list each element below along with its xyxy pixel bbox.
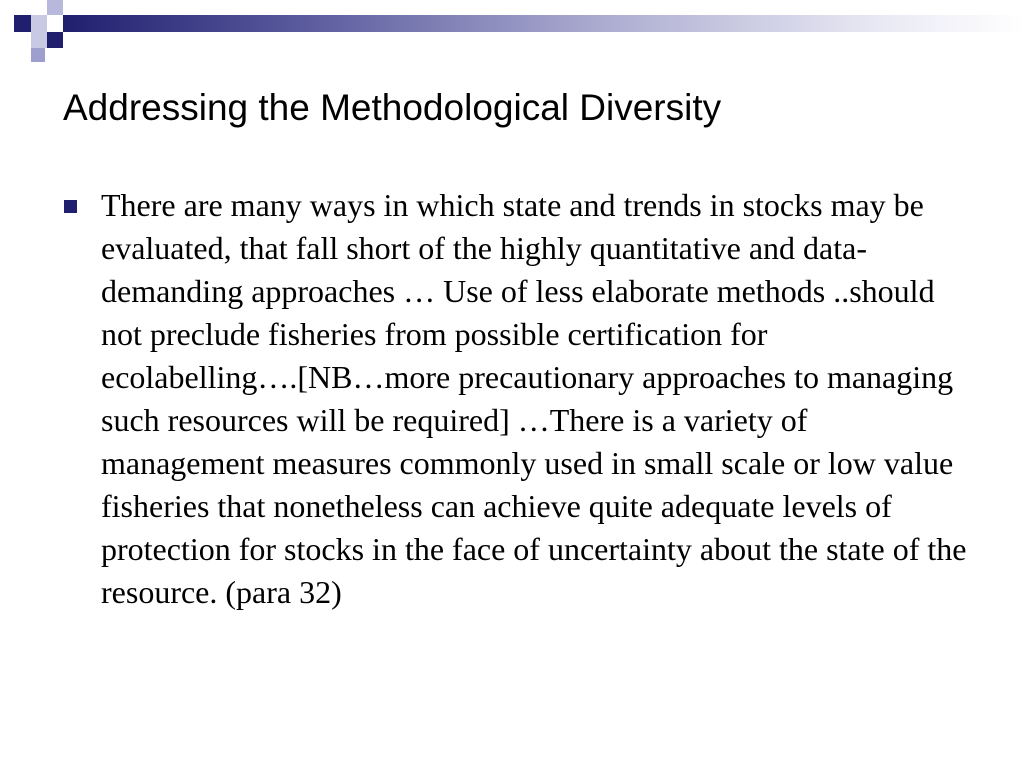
bullet-text: There are many ways in which state and trends in stocks may be evaluated, that fall short of the highly quantitative and data-demanding approaches … Use of less elaborate methods ..should not preclude fisheries from possible certification for ecolabelling….[NB…more precautionary approaches to managing such resources will be required] …There is a variety of management measures commonly used in small scale or low value fisheries that nonetheless can achieve quite adequate levels of protection for stocks in the face of uncertainty about the state of the resource. (para 32) [101,187,967,610]
decorative-square [0,0,14,14]
header-gradient-bar [63,15,1024,32]
bullet-list [63,184,968,614]
decorative-square [47,0,63,15]
decorative-square [31,32,47,48]
decorative-square [47,32,63,48]
bullet-item [63,184,968,614]
decorative-square [14,15,31,32]
decorative-square [31,48,45,62]
slide-title: Addressing the Methodological Diversity [63,87,722,128]
decorative-square [31,15,47,32]
header-divider [63,32,1024,33]
square-bullet-icon [64,200,77,213]
